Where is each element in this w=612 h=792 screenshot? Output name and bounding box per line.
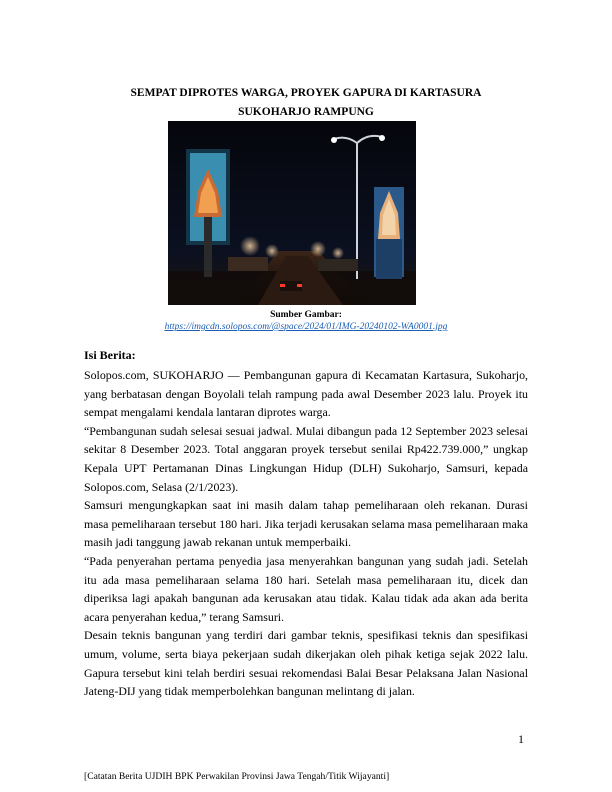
caption-source-link[interactable]: https://imgcdn.solopos.com/@space/2024/01/IMG-20240102-WA0001.jpg (164, 322, 448, 332)
paragraph-1: Solopos.com, SUKOHARJO — Pembangunan gapura di Kecamatan Kartasura, Sukoharjo, yang berbatasan dengan Boyolali telah rampung pada awal Desember 2023 lalu. Proyek itu sempat mengalami kendala lantaran diprotes warga. (84, 368, 528, 420)
page-number: 1 (518, 732, 524, 746)
paragraph-5: Desain teknis bangunan yang terdiri dari gambar teknis, spesifikasi teknis dan spesifikasi umum, volume, serta biaya pekerjaan sudah dikerjakan oleh pihak ketiga sejak 2022 lalu. Gapura tersebut kini telah berdiri sesuai rekomendasi Balai Besar Pelaksana Jalan Nasional Jateng-DIJ yang tidak memperbolehkan bangunan melintang di jalan. (84, 628, 528, 699)
image-caption (150, 309, 462, 333)
paragraph-4: “Pada penyerahan pertama penyedia jasa menyerahkan bangunan yang sudah jadi. Setelah itu ada masa pemeliharaan selama 180 hari. Setelah masa pemeliharaan itu, dicek dan diperiksa lagi apakah bangunan ada kerusakan atau tidak. Kalau tidak ada akan ada berita acara penyerahan kedua,” terang Samsuri. (84, 553, 528, 624)
title-line-1: SEMPAT DIPROTES WARGA, PROYEK GAPURA DI KARTASURA (130, 87, 482, 99)
paragraph-2: “Pembangunan sudah selesai sesuai jadwal. Mulai dibangun pada 12 September 2023 selesai sekitar 8 Desember 2023. Total anggaran proyek tersebut senilai Rp422.739.000,” ungkap Kepala UPT Pertamanan Dinas Lingkungan Hidup (DLH) Sukoharjo, Samsuri, kepada Solopos.com, Selasa (2/1/2023). (84, 423, 528, 494)
page-footer: [Catatan Berita UJDIH BPK Perwakilan Provinsi Jawa Tengah/Titik Wijayanti] (84, 771, 390, 782)
paragraph-3: Samsuri mengungkapkan saat ini masih dalam tahap pemeliharaan oleh rekanan. Durasi masa pemeliharaan tersebut 180 hari. Jika terjadi kerusakan selama masa pemeliharaan maka masih jadi tanggung jawab rekanan untuk memperbaiki. (84, 498, 528, 550)
title-line-2: SUKOHARJO RAMPUNG (238, 106, 374, 118)
gapura-night-photo (168, 121, 416, 305)
section-heading: Isi Berita: (84, 348, 136, 362)
article-body (84, 366, 528, 701)
caption-label: Sumber Gambar: (270, 310, 342, 320)
document-title (90, 84, 522, 122)
